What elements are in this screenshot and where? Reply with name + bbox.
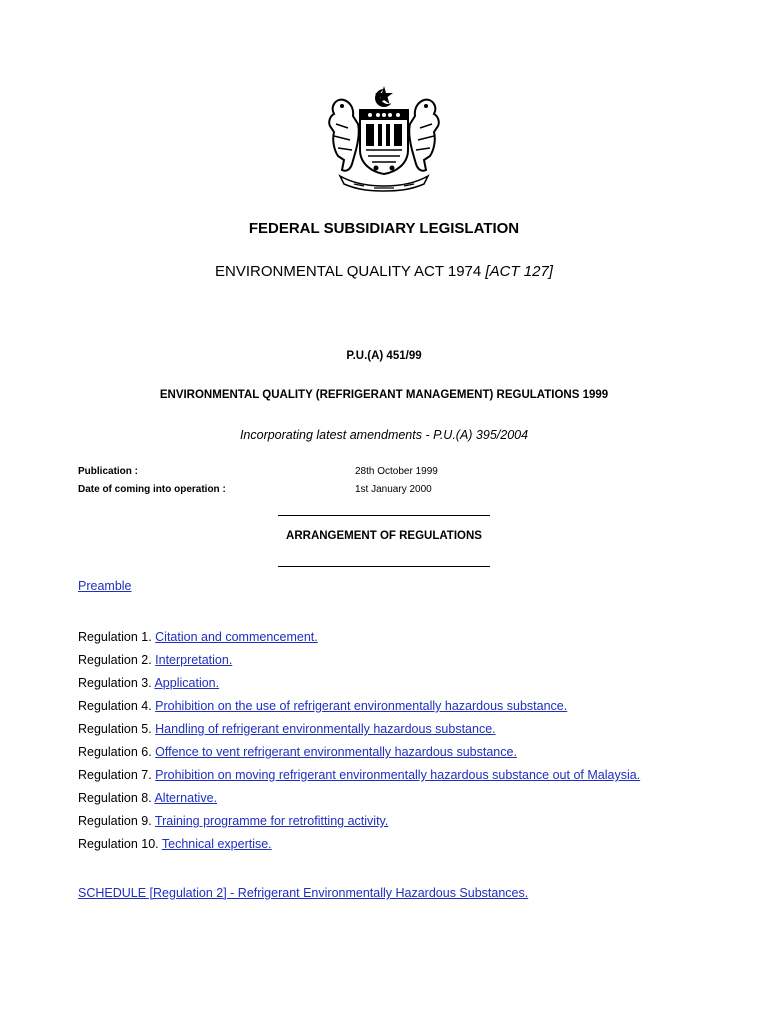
regulation-link-6[interactable]: Offence to vent refrigerant environmentally hazardous substance.	[155, 745, 517, 759]
arrangement-heading: ARRANGEMENT OF REGULATIONS	[286, 530, 482, 542]
legislation-heading: FEDERAL SUBSIDIARY LEGISLATION	[248, 220, 520, 237]
regulation-number: Regulation 7.	[78, 768, 152, 782]
operation-label: Date of coming into operation :	[78, 484, 226, 495]
regulation-link-3[interactable]: Application.	[154, 676, 220, 690]
act-reference: [ACT 127]	[485, 263, 553, 280]
regulation-number: Regulation 4.	[78, 699, 152, 713]
regulations-list	[78, 629, 640, 859]
regulation-number: Regulation 6.	[78, 745, 152, 759]
act-name: ENVIRONMENTAL QUALITY ACT 1974	[215, 263, 482, 280]
preamble-link[interactable]: Preamble	[78, 579, 132, 593]
operation-date: 1st January 2000	[355, 484, 432, 495]
regulation-link-1[interactable]: Citation and commencement.	[155, 630, 318, 644]
regulation-item-4	[78, 698, 640, 721]
preamble-row	[78, 579, 132, 593]
regulations-title: ENVIRONMENTAL QUALITY (REFRIGERANT MANAGEMENT) REGULATIONS 1999	[159, 389, 609, 401]
regulation-link-7[interactable]: Prohibition on moving refrigerant environmentally hazardous substance out of Malaysia.	[155, 768, 641, 782]
regulation-number: Regulation 9.	[78, 814, 152, 828]
regulation-link-5[interactable]: Handling of refrigerant environmentally hazardous substance.	[155, 722, 496, 736]
regulation-item-7	[78, 767, 640, 790]
coat-of-arms-icon	[320, 84, 448, 192]
regulation-item-6	[78, 744, 640, 767]
schedule-row	[78, 886, 528, 900]
regulation-number: Regulation 8.	[78, 791, 152, 805]
regulation-item-2	[78, 652, 640, 675]
regulation-link-9[interactable]: Training programme for retrofitting activity.	[154, 814, 389, 828]
divider-bottom	[278, 566, 490, 567]
regulation-item-1	[78, 629, 640, 652]
publication-label: Publication :	[78, 466, 138, 477]
regulation-item-9	[78, 813, 640, 836]
schedule-link[interactable]: SCHEDULE [Regulation 2] - Refrigerant Environmentally Hazardous Substances.	[78, 886, 529, 900]
regulation-link-10[interactable]: Technical expertise.	[161, 837, 272, 851]
regulation-number: Regulation 2.	[78, 653, 152, 667]
regulation-item-5	[78, 721, 640, 744]
instrument-number: P.U.(A) 451/99	[346, 350, 422, 362]
regulation-link-8[interactable]: Alternative.	[154, 791, 217, 805]
regulation-number: Regulation 10.	[78, 837, 159, 851]
act-title	[0, 263, 768, 280]
regulation-number: Regulation 3.	[78, 676, 152, 690]
regulation-number: Regulation 5.	[78, 722, 152, 736]
regulation-link-4[interactable]: Prohibition on the use of refrigerant environmentally hazardous substance.	[155, 699, 568, 713]
regulation-link-2[interactable]: Interpretation.	[155, 653, 233, 667]
regulation-item-10	[78, 836, 640, 859]
regulation-number: Regulation 1.	[78, 630, 152, 644]
amendments-note: Incorporating latest amendments - P.U.(A) 395/2004	[239, 428, 529, 442]
regulation-item-3	[78, 675, 640, 698]
divider-top	[278, 515, 490, 516]
regulation-item-8	[78, 790, 640, 813]
publication-date: 28th October 1999	[355, 466, 438, 477]
